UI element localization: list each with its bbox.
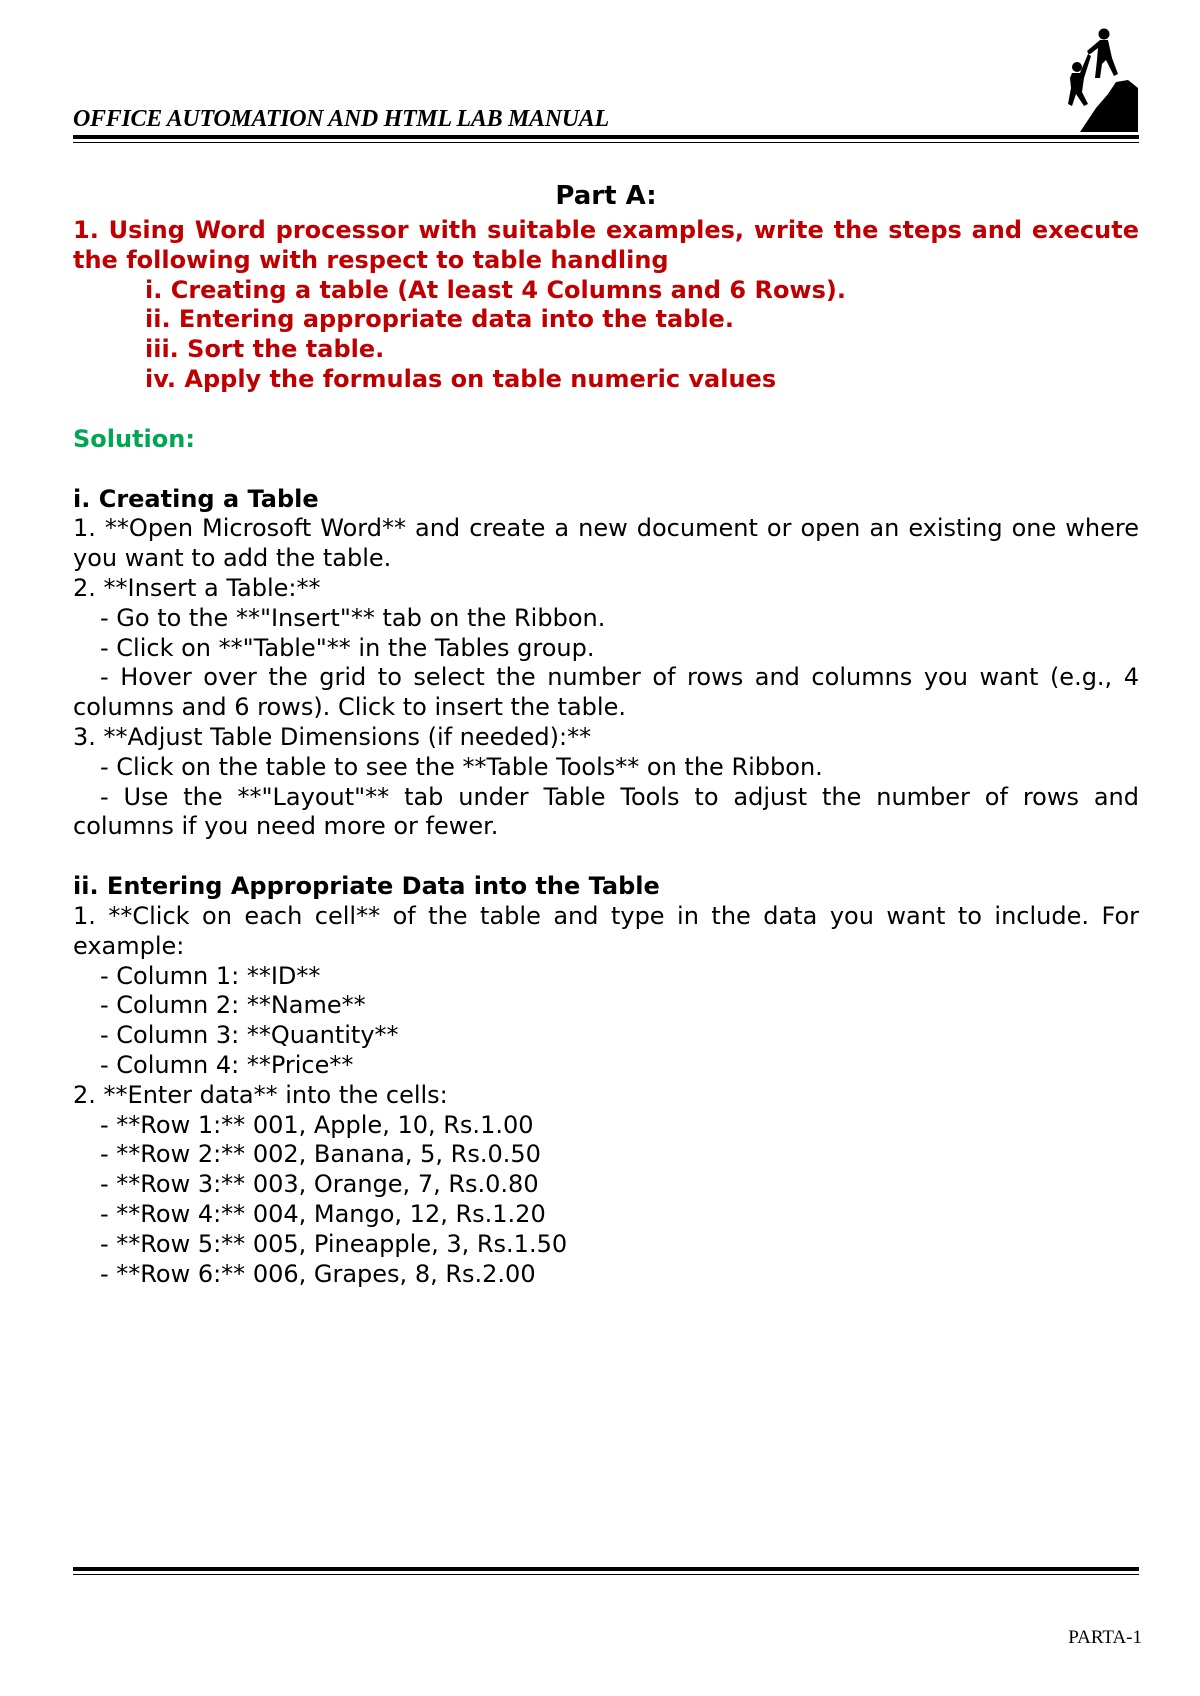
question-block [73,216,1139,395]
list-item: - **Row 5:** 005, Pineapple, 3, Rs.1.50 [100,1229,568,1258]
question-item: iv. Apply the formulas on table numeric values [145,364,777,393]
step-text: 2. **Enter data** into the cells: [73,1080,448,1109]
section-heading: i. Creating a Table [73,484,319,513]
list-item: - Column 4: **Price** [100,1050,354,1079]
document-body [73,176,1139,1289]
question-item: ii. Entering appropriate data into the table. [145,305,734,334]
page-number: PARTA-1 [1068,1627,1142,1648]
header-rule-thin [73,142,1139,143]
question-item: iii. Sort the table. [145,335,385,364]
footer-rule-thin [73,1574,1139,1575]
step-text: 1. **Click on each cell** of the table and type in the data you want to include. For example: [73,901,1139,960]
list-item: - Hover over the grid to select the number of rows and columns you want (e.g., 4 columns and 6 rows). Click to insert the table. [73,663,1139,722]
list-item: - **Row 1:** 001, Apple, 10, Rs.1.00 [100,1110,534,1139]
list-item: - Use the **"Layout"** tab under Table Tools to adjust the number of rows and columns if you need more or fewer. [73,782,1139,841]
list-item: - **Row 4:** 004, Mango, 12, Rs.1.20 [100,1199,546,1228]
question-item: i. Creating a table (At least 4 Columns and 6 Rows). [145,275,846,304]
part-title: Part A: [555,181,657,211]
list-item: - Go to the **"Insert"** tab on the Ribbon. [100,603,606,632]
list-item: - Column 1: **ID** [100,961,321,990]
list-item: - **Row 2:** 002, Banana, 5, Rs.0.50 [100,1140,541,1169]
section-heading: ii. Entering Appropriate Data into the Table [73,872,660,901]
step-text: 3. **Adjust Table Dimensions (if needed):** [73,722,592,751]
footer-rule-thick [73,1567,1139,1571]
list-item: - Click on the table to see the **Table Tools** on the Ribbon. [100,752,823,781]
header-title: OFFICE AUTOMATION AND HTML LAB MANUAL [73,106,609,132]
list-item: - Column 3: **Quantity** [100,1021,399,1050]
question-main: 1. Using Word processor with suitable examples, write the steps and execute the following with respect to table handling [73,216,1139,274]
list-item: - **Row 6:** 006, Grapes, 8, Rs.2.00 [100,1259,536,1288]
solution-label: Solution: [73,424,195,453]
climbers-helping-hand-icon [1058,24,1138,132]
list-item: - Column 2: **Name** [100,991,366,1020]
list-item: - Click on **"Table"** in the Tables group. [100,633,595,662]
list-item: - **Row 3:** 003, Orange, 7, Rs.0.80 [100,1170,539,1199]
header-rule-thick [73,135,1139,139]
step-text: 1. **Open Microsoft Word** and create a new document or open an existing one where you want to add the table. [73,514,1139,573]
step-text: 2. **Insert a Table:** [73,573,321,602]
